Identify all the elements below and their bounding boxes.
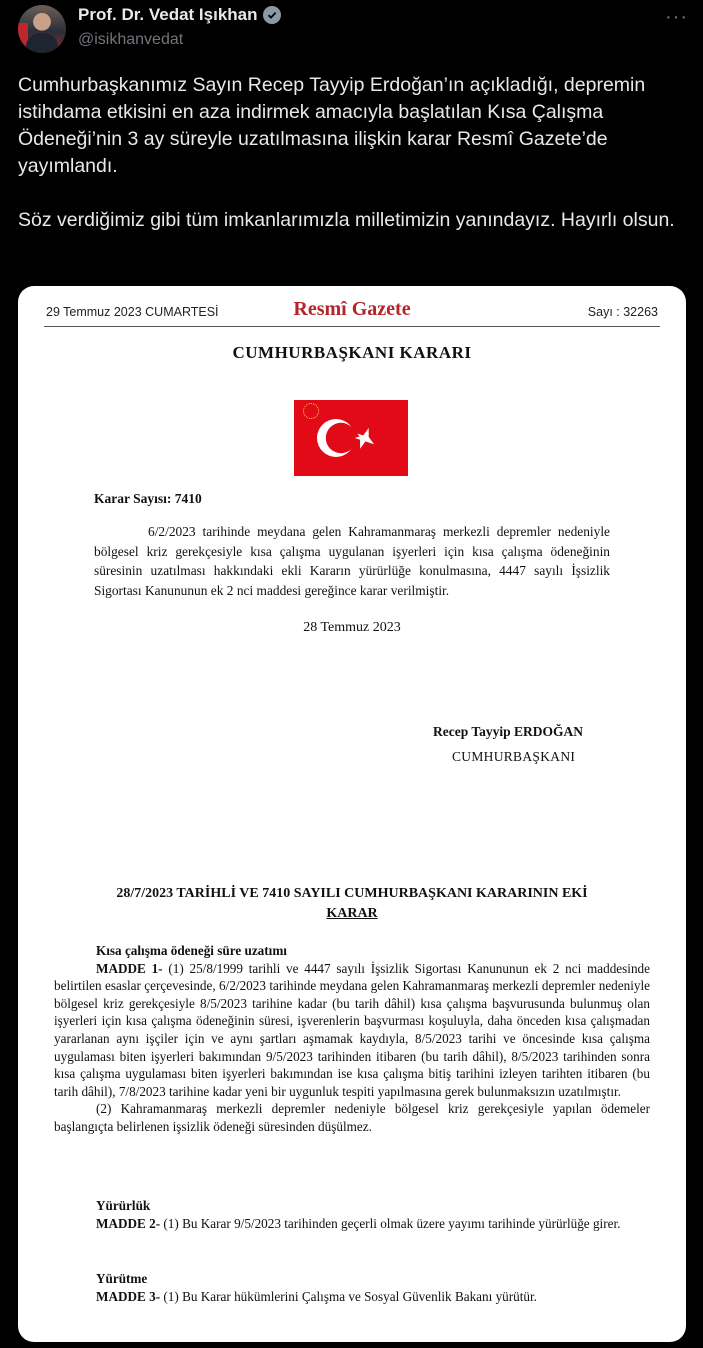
checkmark-icon [267,10,277,20]
article-label: MADDE 3- [96,1288,161,1304]
article-label: MADDE 2- [96,1215,161,1231]
article-heading: Yürürlük [96,1198,151,1213]
article-paragraph [54,960,650,1101]
tweet-paragraph: Söz verdiğimiz gibi tüm imkanlarımızla milletimizin yanındayız. Hayırlı olsun. [18,209,675,231]
gazette-image[interactable] [18,286,686,1342]
turkish-flag-icon [294,400,408,476]
author-name-text[interactable]: Prof. Dr. Vedat Işıkhan [78,5,258,24]
crescent-star-icon [294,400,408,476]
decision-title: CUMHURBAŞKANI KARARI [232,343,472,362]
article-1 [54,942,650,1136]
author-handle[interactable]: @isikhanvedat [78,31,184,48]
avatar-suit-shape [26,33,58,53]
signer-name: Recep Tayyip ERDOĞAN [433,724,584,739]
article-text: (1) 25/8/1999 tarihli ve 4447 sayılı İşsizlik Sigortası Kanununun ek 2 nci maddesinde belirtilen esaslar çerçevesinde, 6/2/2023 tarihinde meydana gelen Kahramanmaraş merkezli depremler nedeniyle bölgesel kriz gerekçesiyle 8/5/2023 tarihine kadar (bu tarih dâhil) kısa çalışma başvurusunda bulunmuş olan işyerleri için kısa çalışma ödeneğinin süresi, işverenlerin başvurması koşuluyla, daha önceden kısa çalışmadan yararlanan aynı işçiler için ve aynı şartları aşmamak kaydıyla, 8/5/2023 tarihi ve öncesinde kısa çalışma uygulaması biten işyerleri bakımından 9/5/2023 tarihinden itibaren (bu tarih dâhil), 8/5/2023 tarihinden sonra kısa çalışma uygulaması biten işyerleri bakımından ise kısa çalışma bitiş tarihini izleyen tarihten itibaren (bu tarih dâhil), 7/8/2023 tarihine kadar yeni bir uygunluk tespiti yapılmasına gerek bulunmaksızın uzatılmıştır. [54,960,650,1099]
author-name[interactable] [78,5,281,25]
article-paragraph [54,1288,650,1306]
tweet-header [0,0,703,60]
gazette-header-rule [44,326,660,327]
annex-title-karar: KARAR [326,906,378,921]
gazette-issue-number: Sayı : 32263 [587,305,658,319]
decision-preamble: 6/2/2023 tarihinde meydana gelen Kahramanmaraş merkezli depremler nedeniyle bölgesel kriz gerekçesiyle kısa çalışma uygulanan işyerleri için kısa çalışma ödeneğinin süresinin uzatılması hakkındaki ekli Kararın yürürlüğe konulmasına, 4447 sayılı İşsizlik Sigortası Kanununun ek 2 nci maddesi gereğince karar verilmiştir. [94,524,610,598]
article-label: MADDE 1- [96,960,163,976]
article-2 [54,1197,650,1232]
article-heading: Yürütme [96,1271,148,1286]
article-paragraph [54,1215,650,1233]
signer-title: CUMHURBAŞKANI [452,749,576,764]
gazette-title: Resmî Gazete [293,298,411,320]
more-icon[interactable]: ··· [665,6,688,28]
gazette-date: 29 Temmuz 2023 CUMARTESİ [46,305,219,319]
verified-badge-icon[interactable] [263,6,281,24]
annex-title [18,884,686,924]
article-heading: Kısa çalışma ödeneği süre uzatımı [96,943,287,958]
decree-date: 28 Temmuz 2023 [303,620,401,635]
annex-title-line: 28/7/2023 TARİHLİ VE 7410 SAYILI CUMHURBAŞKANI KARARININ EKİ [116,886,588,901]
article-text: (1) Bu Karar hükümlerini Çalışma ve Sosyal Güvenlik Bakanı yürütür. [160,1288,537,1304]
article-paragraph: (2) Kahramanmaraş merkezli depremler nedeniyle bölgesel kriz gerekçesiyle yapılan ödemeler başlangıçta belirlenen işsizlik ödeneği süresinden düşülmez. [54,1101,650,1134]
article-3 [54,1270,650,1305]
article-text: (1) Bu Karar 9/5/2023 tarihinden geçerli olmak üzere yayımı tarihinde yürürlüğe girer. [160,1215,621,1231]
decision-number: Karar Sayısı: 7410 [94,491,202,506]
tweet-paragraph: Cumhurbaşkanımız Sayın Recep Tayyip Erdoğan’ın açıkladığı, depremin istihdama etkisini en aza indirmek amacıyla başlatılan Kısa Çalışma Ödeneği’nin 3 ay süreyle uzatılmasına ilişkin karar Resmî Gazete’de yayımlandı. [18,74,646,177]
tweet-text [18,72,686,234]
avatar[interactable] [18,5,66,53]
